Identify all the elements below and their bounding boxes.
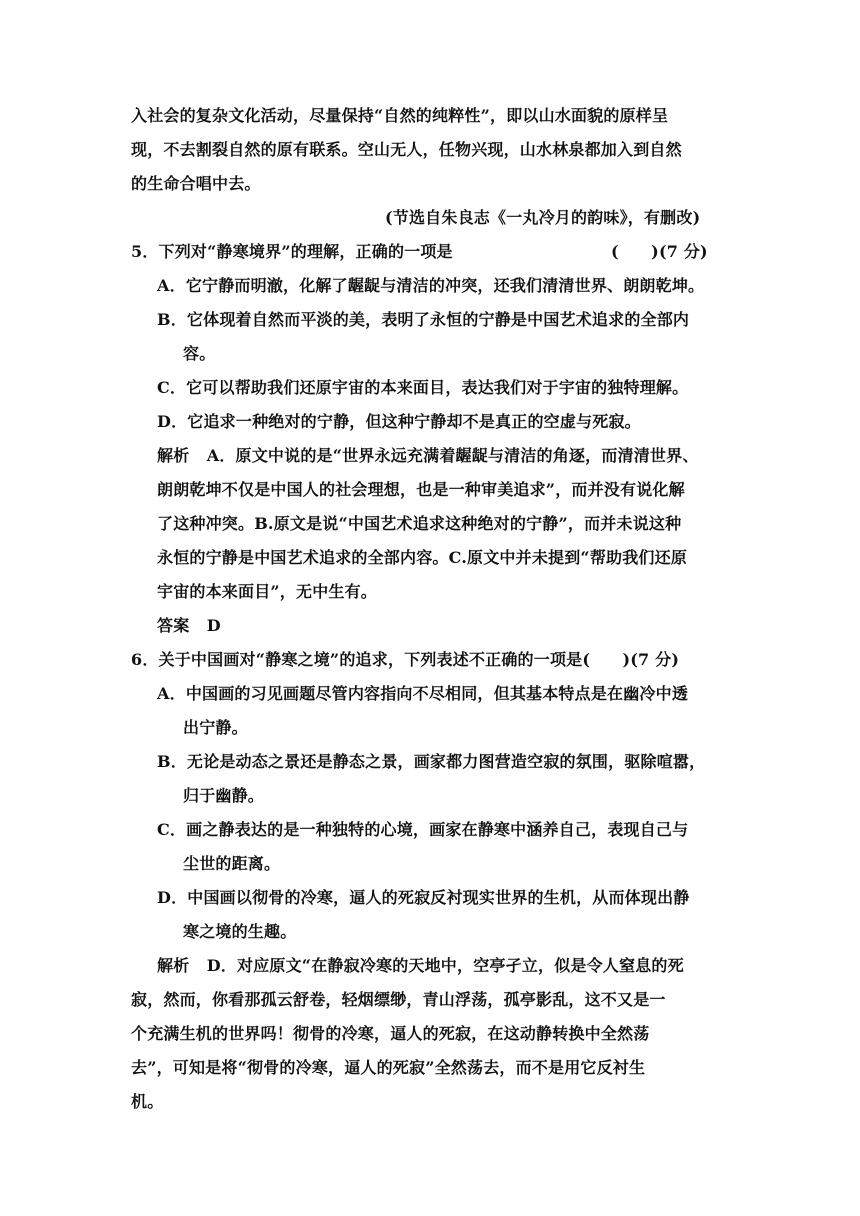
answer-label: 答案 <box>157 616 190 635</box>
question-5-option-b-cont: 容。 <box>183 344 216 363</box>
question-6-option-b: B．无论是动态之景还是静态之景，画家都力图营造空寂的氛围，驱除喧嚣， <box>157 752 706 771</box>
question-6-stem: 6．关于中国画对“静寒之境”的追求，下列表述不正确的一项是( )(7 分) <box>131 650 680 669</box>
analysis-text: A．原文中说的是“世界永远充满着龌龊与清洁的角逐，而清清世界、 <box>206 446 699 465</box>
question-5-analysis <box>157 446 699 466</box>
question-6-analysis-line: 个充满生机的世界吗！彻骨的冷寒，逼人的死寂，在这动静转换中全然荡 <box>131 1024 650 1043</box>
question-6-analysis-line: 去”，可知是将“彻骨的冷寒，逼人的死寂”全然荡去，而不是用它反衬生 <box>131 1058 646 1077</box>
analysis-text: D．对应原文“在静寂冷寒的天地中，空亭孑立，似是令人窒息的死 <box>206 956 684 975</box>
question-5-answer <box>157 616 221 636</box>
analysis-label: 解析 <box>157 956 190 975</box>
question-5-score: ( )(7 分) <box>611 242 708 261</box>
passage-line: 的生命合唱中去。 <box>131 174 261 193</box>
question-5-option-d: D．它追求一种绝对的宁静，但这种宁静却不是真正的空虚与死寂。 <box>157 412 641 431</box>
answer-value: D <box>206 616 221 635</box>
question-6-option-c-cont: 尘世的距离。 <box>183 854 281 873</box>
question-6-analysis-line: 机。 <box>131 1092 164 1111</box>
question-6-analysis <box>157 956 684 976</box>
analysis-label: 解析 <box>157 446 190 465</box>
question-6-analysis-line: 寂，然而，你看那孤云舒卷，轻烟缥缈，青山浮荡，孤亭影乱，这不又是一 <box>131 990 666 1009</box>
question-6-option-a-cont: 出宁静。 <box>183 718 248 737</box>
question-5-analysis-line: 朗朗乾坤不仅是中国人的社会理想，也是一种审美追求”，而并没有说化解 <box>157 480 685 499</box>
question-5-analysis-line: 宇宙的本来面目”，无中生有。 <box>157 582 378 601</box>
question-5-analysis-line: 了这种冲突。B.原文是说“中国艺术追求这种绝对的宁静”，而并未说这种 <box>157 514 682 533</box>
passage-source: (节选自朱良志《一丸冷月的韵味》，有删改) <box>385 208 701 227</box>
question-6-option-d: D．中国画以彻骨的冷寒，逼人的死寂反衬现实世界的生机，从而体现出静 <box>157 888 690 907</box>
question-5-option-b: B．它体现着自然而平淡的美，表明了永恒的宁静是中国艺术追求的全部内 <box>157 310 690 329</box>
question-5-option-c: C．它可以帮助我们还原宇宙的本来面目，表达我们对于宇宙的独特理解。 <box>157 378 689 397</box>
question-6-option-a: A．中国画的习见画题尽管内容指向不尽相同，但其基本特点是在幽冷中透 <box>157 684 689 703</box>
passage-line: 现，不去割裂自然的原有联系。空山无人，任物兴现，山水林泉都加入到自然 <box>131 140 682 159</box>
question-5-stem: 5．下列对“静寒境界”的理解，正确的一项是 <box>131 242 453 261</box>
question-5-option-a: A．它宁静而明澈，化解了龌龊与清洁的冲突，还我们清清世界、朗朗乾坤。 <box>157 276 705 295</box>
question-6-option-d-cont: 寒之境的生趣。 <box>183 922 297 941</box>
question-6-option-c: C．画之静表达的是一种独特的心境，画家在静寒中涵养自己，表现自己与 <box>157 820 689 839</box>
question-5-analysis-line: 永恒的宁静是中国艺术追求的全部内容。C.原文中并未提到“帮助我们还原 <box>157 548 688 567</box>
question-6-option-b-cont: 归于幽静。 <box>183 786 265 805</box>
passage-line: 入社会的复杂文化活动，尽量保持“自然的纯粹性”，即以山水面貌的原样呈 <box>131 106 669 125</box>
